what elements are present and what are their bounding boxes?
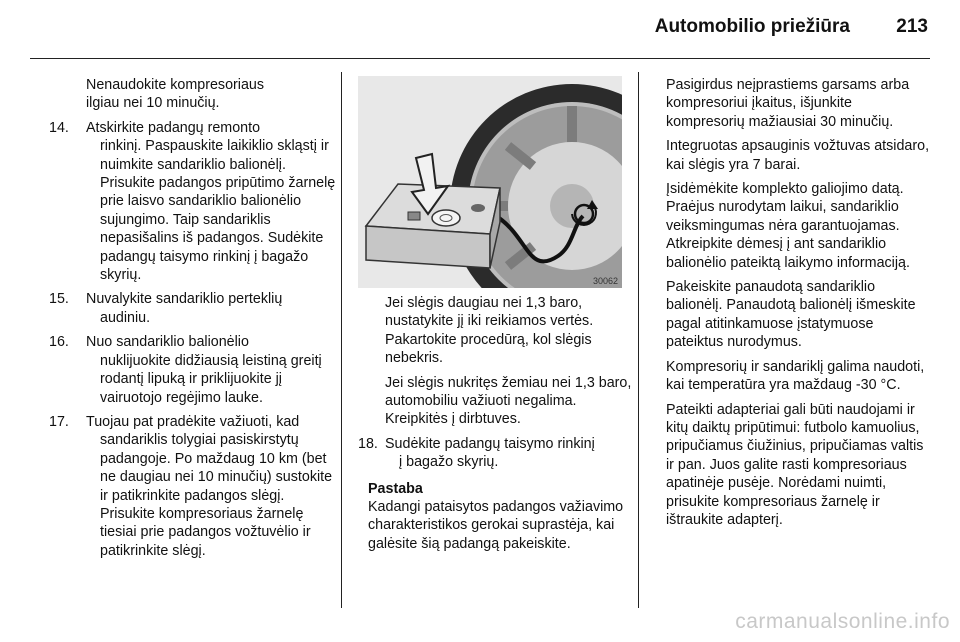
step-16 [49,333,339,407]
column-right [666,76,934,535]
step-text-first: Nuo sandariklio balionėlio [86,334,249,351]
compressor-illustration [358,76,622,288]
column-divider-right [638,72,639,608]
step-18 [358,435,634,472]
column-divider-left [341,72,342,608]
paragraph: Įsidėmėkite komplekto galiojimo datą. Praėjus nurodytam laikui, sandariklio veiksmingumas nėra garantuojamas. Atkreipkite dėmesį į ant sandariklio balionėlio pateiktą laikymo informaciją. [666,181,910,271]
paragraph: Pasigirdus neįprastiems garsams arba kompresoriui įkaitus, išjunkite kompresorių mažiausiai 30 minučių. [666,77,910,130]
step-number: 17. [49,413,69,430]
step-text-rest: rinkinį. Paspauskite laikiklio skląstį ir nuimkite sandariklio balionėlį. Prisukite padangos pripūtimo žarnelę prie laisvo sandariklio balionėlio sujungimo. Taip sandariklis nepasišalins iš padangos. Sudėkite padangų taisymo rinkinį į bagažo skyrių. [100,138,336,284]
sub-paragraph-2: Jei slėgis nukritęs žemiau nei 1,3 baro, automobiliu važiuoti negalima. Kreipkitės į dirbtuves. [385,374,632,428]
step-text-rest: audiniu. [100,309,151,326]
pressure-gauge-icon [432,210,460,226]
step-number: 15. [49,291,69,308]
paragraph: Kompresorių ir sandariklį galima naudoti, kai temperatūra yra maždaug -30 °C. [666,358,925,394]
lead-paragraph [86,76,339,113]
page-number: 213 [896,16,928,37]
step-14 [49,119,339,285]
step-text-rest: nuklijuokite didžiausią leistiną greitį rodantį lipuką ir priklijuokite jį vairuotojo regėjimo lauke. [100,352,322,406]
step-text-first: Atskirkite padangų remonto [86,119,261,136]
lead-line-1: Nenaudokite kompresoriaus [86,77,265,93]
step-number: 18. [358,435,378,452]
column-middle [358,294,634,553]
step-text-first: Sudėkite padangų taisymo rinkinį [385,435,595,452]
lead-line-2: ilgiau nei 10 minučių. [86,95,220,112]
step-number: 16. [49,334,69,351]
sub-paragraph-1: Jei slėgis daugiau nei 1,3 baro, nustatykite jį iki reikiamos vertės. Pakartokite procedūrą, kol slėgis nebekris. [385,295,594,367]
step-number: 14. [49,119,69,136]
figure-number: 30062 [592,276,618,286]
note-box [368,480,634,554]
header-rule [30,58,930,59]
paragraph: Integruotas apsauginis vožtuvas atsidaro, kai slėgis yra 7 barai. [666,138,930,173]
column-left [49,76,339,566]
step-text-first: Tuojau pat pradėkite važiuoti, kad [86,413,300,430]
running-header-title: Automobilio priežiūra [654,16,850,37]
step-text-rest: į bagažo skyrių. [399,454,499,471]
note-text: Kadangi pataisytos padangos važiavimo charakteristikos gerokai suprastėja, kai galėsite šią padangą pakeiskite. [368,499,624,552]
note-title: Pastaba [368,480,423,497]
compressor-drawing [358,76,622,288]
step-text-first: Nuvalykite sandariklio perteklių [86,291,283,308]
step-text-rest: sandariklis tolygiai pasiskirstytų padangoje. Po maždaug 10 km (bet ne daugiau nei 10 minučių) sustokite ir patikrinkite padangos slėgį. Prisukite kompresoriaus žarnelę tiesiai prie padangos vožtuvėlio ir patikrinkite slėgį. [100,432,333,559]
step-15 [49,290,339,327]
paragraph: Pateikti adapteriai gali būti naudojami ir kitų daiktų pripūtimui: futbolo kamuolius, pripučiamus čiužinius, pripučiamas valtis ir pan. Juos galite rasti kompresoriaus apatinėje pusėje. Norėdami nuimti, prisukite kompresoriaus žarnelę ir ištraukite adapterį. [666,401,924,528]
paragraph: Pakeiskite panaudotą sandariklio balionėlį. Panaudotą balionėlį išmeskite pagal atitinkamuose įstatymuose pateiktus nurodymus. [666,279,916,351]
watermark: carmanualsonline.info [735,610,950,633]
step-17 [49,413,339,560]
